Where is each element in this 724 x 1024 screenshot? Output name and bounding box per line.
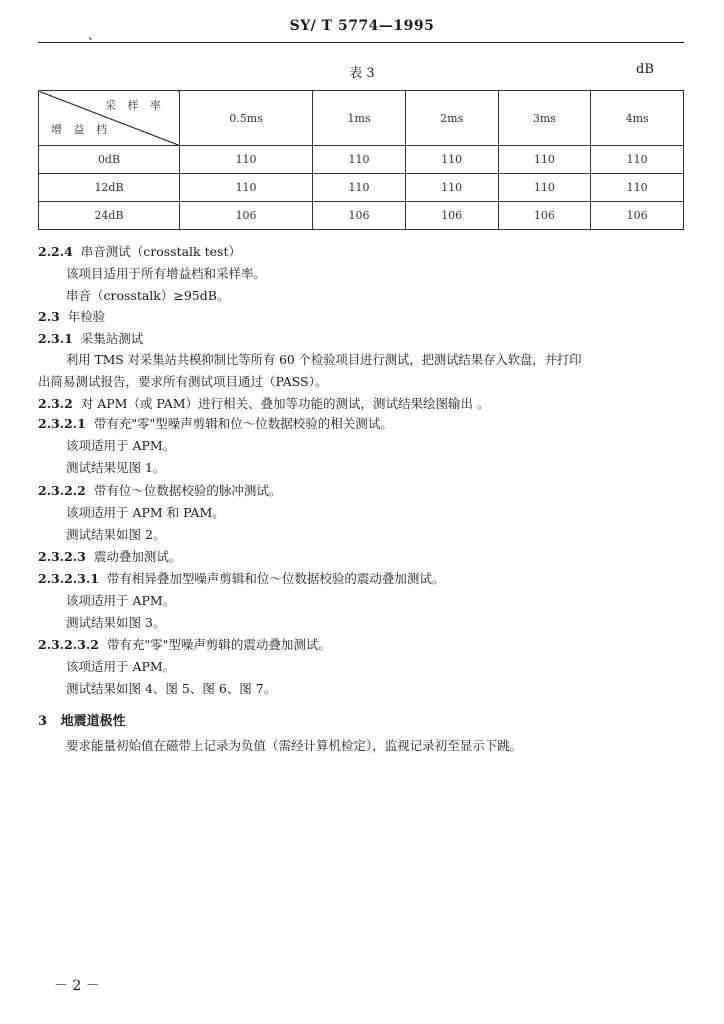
header-mark: 、 <box>88 28 101 42</box>
section-title: 串音测试（crosstalk test） <box>80 244 241 259</box>
row-label: 0dB <box>39 146 180 174</box>
row-label: 24dB <box>39 202 180 230</box>
paragraph-line: 该项适用于 APM。 <box>66 438 176 453</box>
paragraph-line: 该项目适用于所有增益档和采样率。 <box>66 266 267 281</box>
section-title: 带有相异叠加型噪声剪辑和位～位数据校验的震动叠加测试。 <box>106 571 445 586</box>
table-cell: 106 <box>498 202 591 230</box>
section-number: 2.3.2.3.1 <box>38 571 99 586</box>
table-cell: 106 <box>405 202 498 230</box>
section-number: 2.2.4 <box>38 244 73 259</box>
table-cell: 110 <box>180 146 313 174</box>
section-title: 带有充"零"型噪声剪辑的震动叠加测试。 <box>106 637 331 652</box>
table-header-row <box>39 91 684 146</box>
corner-label-gain: 增 益 档 <box>51 123 111 136</box>
paragraph-line: 该项适用于 APM。 <box>66 659 176 674</box>
table-cell: 106 <box>313 202 406 230</box>
table-row <box>39 202 684 230</box>
section-number: 3 <box>38 714 48 729</box>
section-number: 2.3.1 <box>38 331 73 346</box>
table-cell: 110 <box>498 174 591 202</box>
table-cell: 110 <box>313 146 406 174</box>
section-2-3-2-3-2-heading <box>38 637 331 652</box>
table-cell: 110 <box>405 174 498 202</box>
section-number: 2.3.2.3 <box>38 549 86 564</box>
header-rule <box>38 42 684 43</box>
section-number: 2.3.2.3.2 <box>38 637 99 652</box>
section-title: 地震道极性 <box>60 714 126 729</box>
paragraph-line: 测试结果如图 3。 <box>66 615 166 630</box>
paragraph-line: 该项适用于 APM。 <box>66 593 176 608</box>
column-header: 3ms <box>498 91 591 146</box>
table-cell: 110 <box>180 174 313 202</box>
section-number: 2.3 <box>38 309 60 324</box>
page-number: － 2 － <box>54 978 100 994</box>
crosstalk-table <box>38 90 684 230</box>
table-cell: 106 <box>180 202 313 230</box>
section-title: 震动叠加测试。 <box>93 549 182 564</box>
table-cell: 110 <box>313 174 406 202</box>
table-caption: 表 3 <box>349 66 375 81</box>
section-2-3-2-2-heading <box>38 483 281 498</box>
table-corner-cell <box>39 91 180 146</box>
table-unit: dB <box>636 62 654 77</box>
table-row <box>39 146 684 174</box>
table-cell: 110 <box>498 146 591 174</box>
row-label: 12dB <box>39 174 180 202</box>
paragraph-line: 出简易测试报告，要求所有测试项目通过（PASS）。 <box>38 374 328 389</box>
section-3-heading <box>38 710 126 729</box>
section-number: 2.3.2.1 <box>38 416 86 431</box>
section-2-3-1-heading <box>38 331 143 346</box>
paragraph-line: 要求能量初始值在磁带上记录为负值（需经计算机检定），监视记录初至显示下跳。 <box>66 738 523 753</box>
corner-label-sample-rate: 采 样 率 <box>105 99 165 112</box>
column-header: 1ms <box>313 91 406 146</box>
section-2-2-4-heading <box>38 244 241 259</box>
section-2-3-2-3-1-heading <box>38 571 444 586</box>
table-cell: 110 <box>405 146 498 174</box>
table-cell: 106 <box>591 202 684 230</box>
section-2-3-2-1-heading <box>38 416 393 431</box>
paragraph-line: 测试结果如图 2。 <box>66 527 166 542</box>
paragraph-line: 测试结果如图 4、图 5、图 6、图 7。 <box>66 681 277 696</box>
section-2-3-2-3-heading <box>38 549 181 564</box>
section-number: 2.3.2 <box>38 396 73 411</box>
column-header: 2ms <box>405 91 498 146</box>
section-title: 对 APM（或 PAM）进行相关、叠加等功能的测试，测试结果绘图输出 。 <box>80 396 490 411</box>
section-title: 带有位～位数据校验的脉冲测试。 <box>93 483 282 498</box>
column-header: 4ms <box>591 91 684 146</box>
paragraph-line: 测试结果见图 1。 <box>66 460 166 475</box>
table-cell: 110 <box>591 174 684 202</box>
paragraph-line: 串音（crosstalk）≥95dB。 <box>66 288 230 303</box>
table-cell: 110 <box>591 146 684 174</box>
section-title: 带有充"零"型噪声剪辑和位～位数据校验的相关测试。 <box>93 416 393 431</box>
section-title: 采集站测试 <box>80 331 144 346</box>
table-row <box>39 174 684 202</box>
paragraph-line: 该项适用于 APM 和 PAM。 <box>66 505 225 520</box>
section-number: 2.3.2.2 <box>38 483 86 498</box>
section-title: 年检验 <box>67 309 106 324</box>
paragraph-line: 利用 TMS 对采集站共模抑制比等所有 60 个检验项目进行测试，把测试结果存入软盘，并打印 <box>66 353 582 367</box>
section-2-3-heading <box>38 309 105 324</box>
section-2-3-2-heading <box>38 396 490 411</box>
document-code: SY/ T 5774—1995 <box>289 18 435 34</box>
column-header: 0.5ms <box>180 91 313 146</box>
